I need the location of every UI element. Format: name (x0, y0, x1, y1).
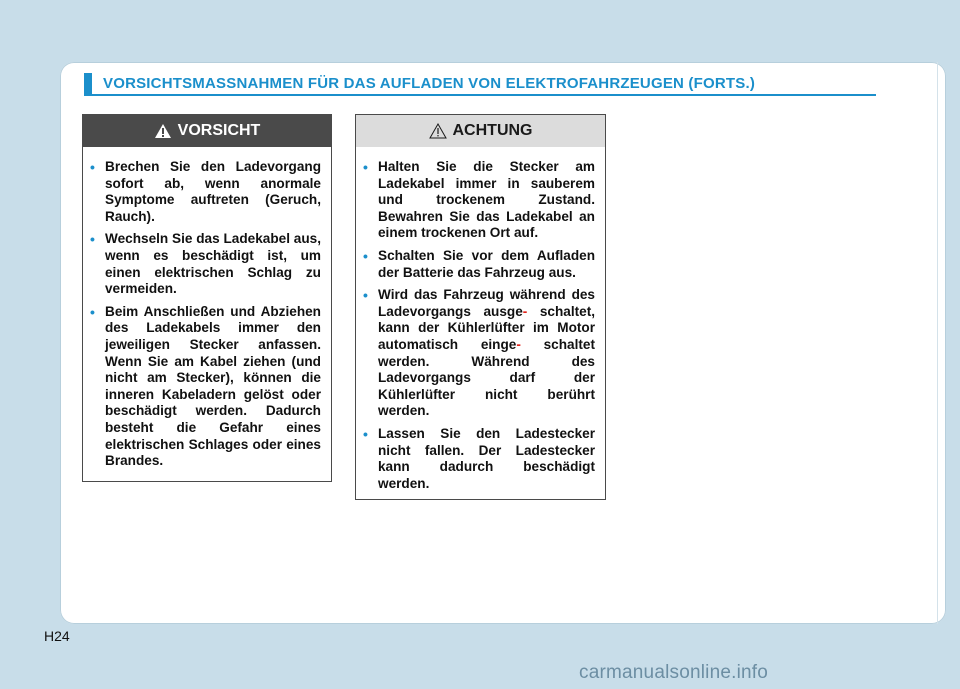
page-number: H24 (44, 628, 70, 644)
list-item-text: Halten Sie die Stecker am Ladekabel immer in sauberem und trockenem Zustand. Bewahren Sie das Ladekabel an einem trockenen Ort auf. (378, 159, 595, 241)
hyphen-mark: - (516, 336, 521, 352)
bullet: • (363, 159, 368, 175)
list-item (90, 159, 321, 225)
bullet: • (363, 247, 368, 264)
list-item-text: Wechseln Sie das Ladekabel aus, wenn es beschädigt ist, um einen elektrischen Schlag zu vermeiden. (105, 231, 321, 297)
bullet: • (90, 231, 95, 248)
bullet: • (363, 287, 368, 304)
watermark: carmanualsonline.info (579, 662, 769, 683)
bullet: • (90, 303, 95, 320)
vorsicht-title: VORSICHT (177, 122, 261, 139)
list-item-text: schaltet, kann der Kühlerlüfter im Motor automatisch einge (378, 303, 596, 352)
warning-triangle-icon (154, 123, 172, 139)
list-item-text: Schalten Sie vor dem Aufladen der Batterie das Fahrzeug aus. (378, 247, 595, 280)
list-item-text: Beim Anschließen und Abziehen des Ladekabels immer den jeweiligen Stecker anfassen. Wenn Sie am Kabel ziehen (und nicht am Stecker), können die inneren Kabeladern gelöst oder beschädigt werden. Dadurch besteht die Gefahr eines elektrischen Schlages oder eines Brandes. (105, 303, 321, 469)
list-item-text: Brechen Sie den Ladevorgang sofort ab, wenn anormale Symptome auftreten (Geruch, Rauch). (105, 159, 321, 224)
section-title: VORSICHTSMASSNAHMEN FÜR DAS AUFLADEN VON ELEKTROFAHRZEUGEN (FORTS.) (103, 75, 756, 92)
achtung-box (355, 114, 606, 500)
warning-triangle-icon (429, 123, 447, 139)
list-item (363, 159, 595, 242)
section-title-underline (84, 94, 876, 96)
hyphen-mark: - (522, 303, 528, 319)
vorsicht-list (83, 147, 331, 482)
achtung-header (356, 115, 605, 147)
list-item (363, 287, 596, 420)
achtung-title: ACHTUNG (452, 122, 533, 139)
achtung-list (356, 147, 605, 504)
list-item (363, 425, 595, 492)
vorsicht-header (83, 115, 331, 147)
list-item-text: Lassen Sie den Ladestecker nicht fallen. Der Ladestecker kann dadurch beschädigt werden. (378, 425, 595, 491)
list-item (363, 247, 595, 281)
vorsicht-box (82, 114, 332, 482)
bullet: • (363, 425, 368, 442)
list-item (90, 231, 321, 297)
list-item-text: Wird das Fahrzeug während des Ladevorgangs ausge (378, 287, 595, 319)
list-item-text: schaltet werden. Während des Ladevorgangs darf der Kühlerlüfter nicht berührt werden. (378, 336, 595, 419)
section-title-marker (84, 73, 92, 94)
page-margin-rule (937, 62, 938, 624)
list-item (90, 303, 321, 470)
bullet: • (90, 159, 95, 175)
